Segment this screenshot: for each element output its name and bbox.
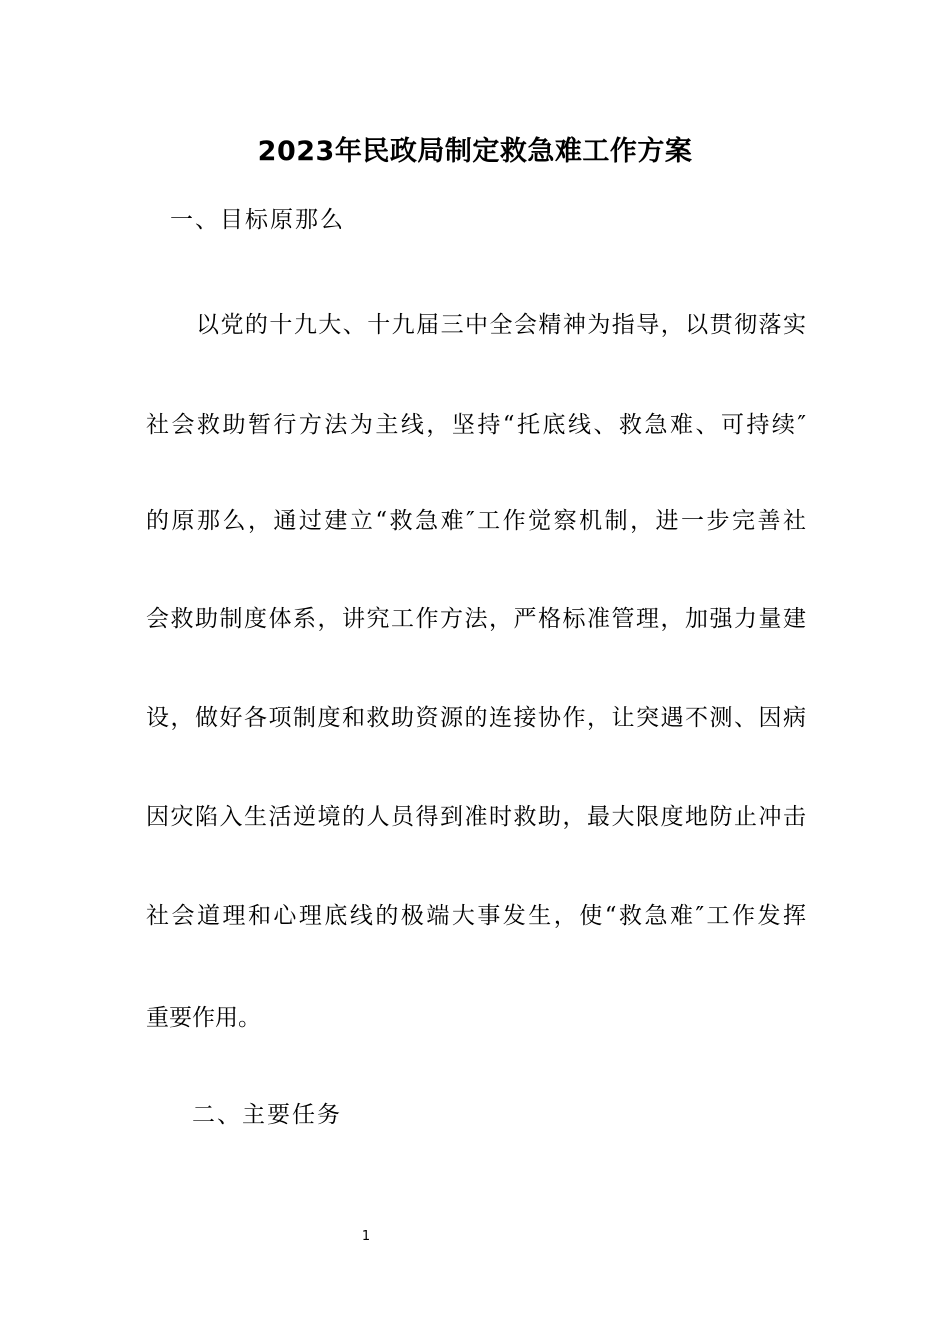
paragraph-line: 设，做好各项制度和救助资源的连接协作，让突遇不测、因病: [146, 705, 806, 731]
section-heading-objectives: 一、目标原那么: [170, 207, 345, 233]
paragraph-line: 社会道理和心理底线的极端大事发生，使“救急难″工作发挥: [146, 903, 806, 929]
paragraph-line: 社会救助暂行方法为主线，坚持“托底线、救急难、可持续″: [146, 412, 806, 438]
paragraph-line: 以党的十九大、十九届三中全会精神为指导，以贯彻落实: [196, 312, 806, 338]
paragraph-line: 会救助制度体系，讲究工作方法，严格标准管理，加强力量建: [146, 606, 806, 632]
section-heading-main-tasks: 二、主要任务: [192, 1102, 342, 1128]
paragraph-line: 的原那么，通过建立“救急难″工作觉察机制，进一步完善社: [146, 508, 806, 534]
paragraph-line: 重要作用。: [146, 1005, 261, 1031]
paragraph-line: 因灾陷入生活逆境的人员得到准时救助，最大限度地防止冲击: [146, 804, 806, 830]
page-number: 1: [361, 1229, 371, 1244]
document-title: 2023年民政局制定救急难工作方案: [257, 136, 693, 167]
